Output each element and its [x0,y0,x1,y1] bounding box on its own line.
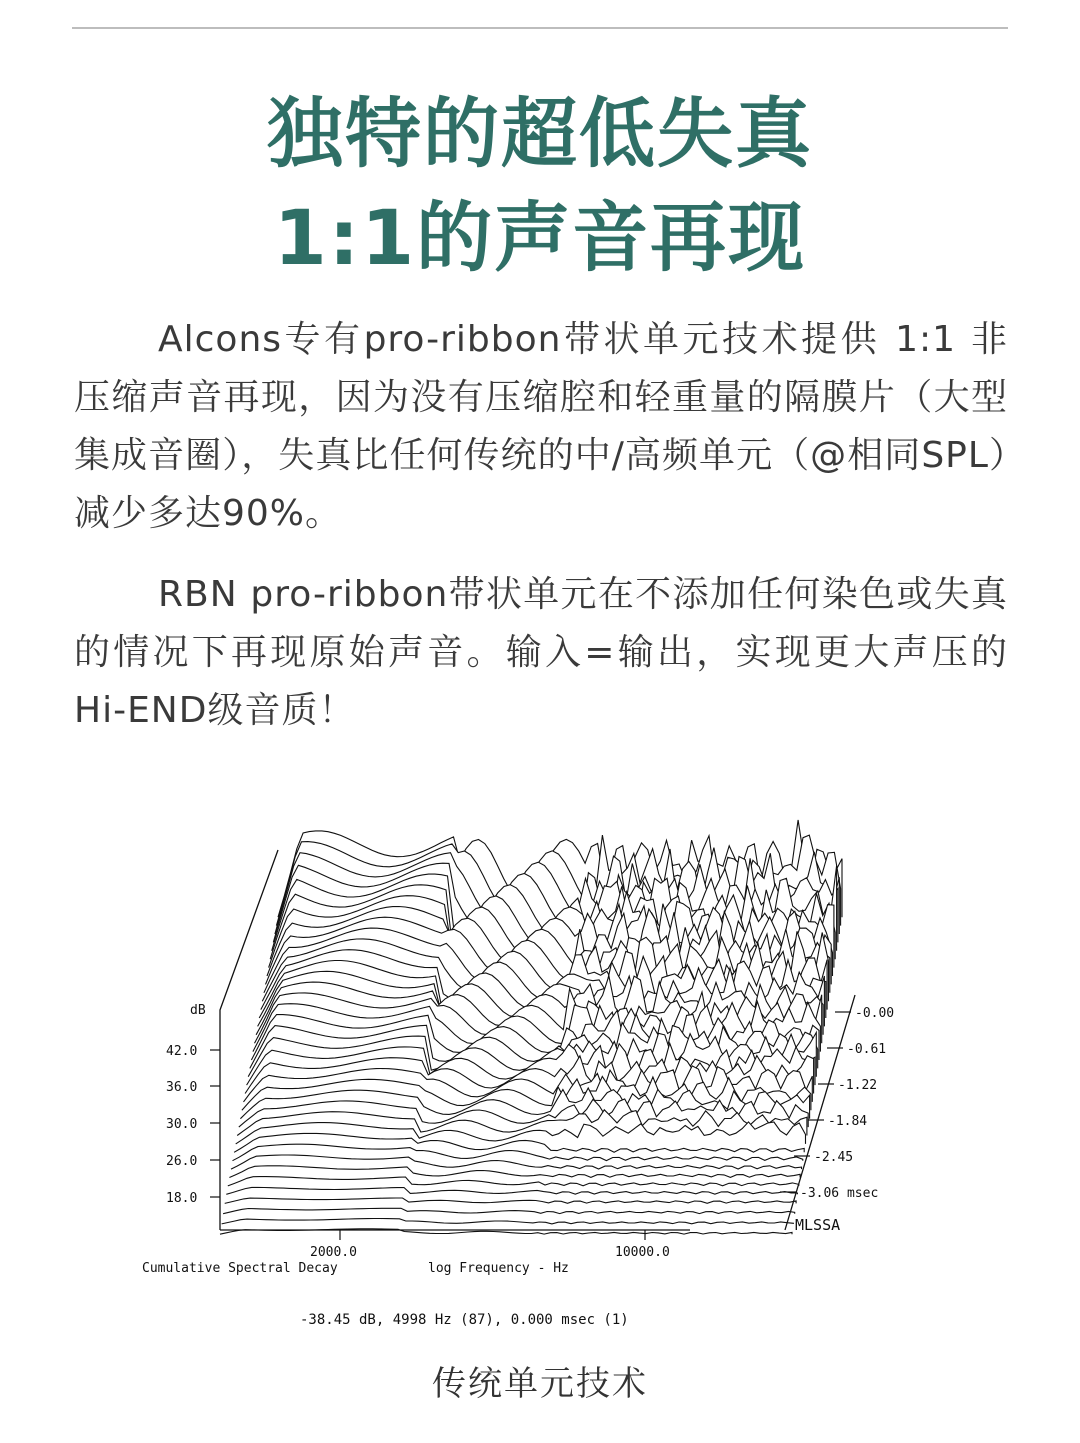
brand-label: MLSSA [795,1216,841,1234]
x-axis-label: log Frequency - Hz [428,1261,569,1276]
decay-slice [223,1208,795,1213]
time-tick-label: -1.22 [838,1078,878,1093]
y-tick-label: 42.0 [166,1044,198,1059]
paragraph-2: RBN pro-ribbon带状单元在不添加任何染色或失真的情况下再现原始声音。输入=输出，实现更大声压的Hi-END级音质！ [74,574,1008,731]
decay-slice [222,1219,794,1224]
y-axis-label: dB [190,1003,206,1018]
decay-slice [225,1198,796,1203]
paragraph-1: Alcons专有pro-ribbon带状单元技术提供 1:1 非压缩声音再现，因为没有压缩腔和轻重量的隔膜片（大型集成音圈），失真比任何传统的中/高频单元（@相同SPL）减少多达90%。 [74,319,1008,534]
title-line-1: 独特的超低失真 [267,89,813,178]
top-divider [72,27,1008,29]
decay-slices [220,820,842,1234]
y-tick-label: 30.0 [166,1117,198,1132]
time-tick-label: -0.00 [855,1006,895,1021]
time-tick-label: -2.45 [814,1150,854,1165]
figure-caption: 传统单元技术 [432,1364,648,1404]
y-tick-label: 26.0 [166,1154,198,1169]
x-tick-label: 10000.0 [615,1245,670,1260]
x-tick-label: 2000.0 [310,1245,357,1260]
waterfall-chart [130,790,930,1340]
y-tick-label: 18.0 [166,1191,198,1206]
y-ticks [166,1044,220,1206]
time-tick-label: -1.84 [828,1114,868,1129]
title-line-2: 1:1的声音再现 [273,193,807,282]
chart-title: Cumulative Spectral Decay [142,1261,338,1276]
x-ticks [310,1230,670,1260]
y-tick-label: 36.0 [166,1080,198,1095]
page-title [0,82,1080,290]
decay-slice [226,1187,797,1194]
time-tick-label: -0.61 [847,1042,887,1057]
time-tick-label: -3.06 msec [800,1186,879,1201]
cursor-readout: -38.45 dB, 4998 Hz (87), 0.000 msec (1) [300,1312,629,1328]
decay-slice [228,1177,799,1186]
waterfall-chart-svg [130,790,930,1340]
